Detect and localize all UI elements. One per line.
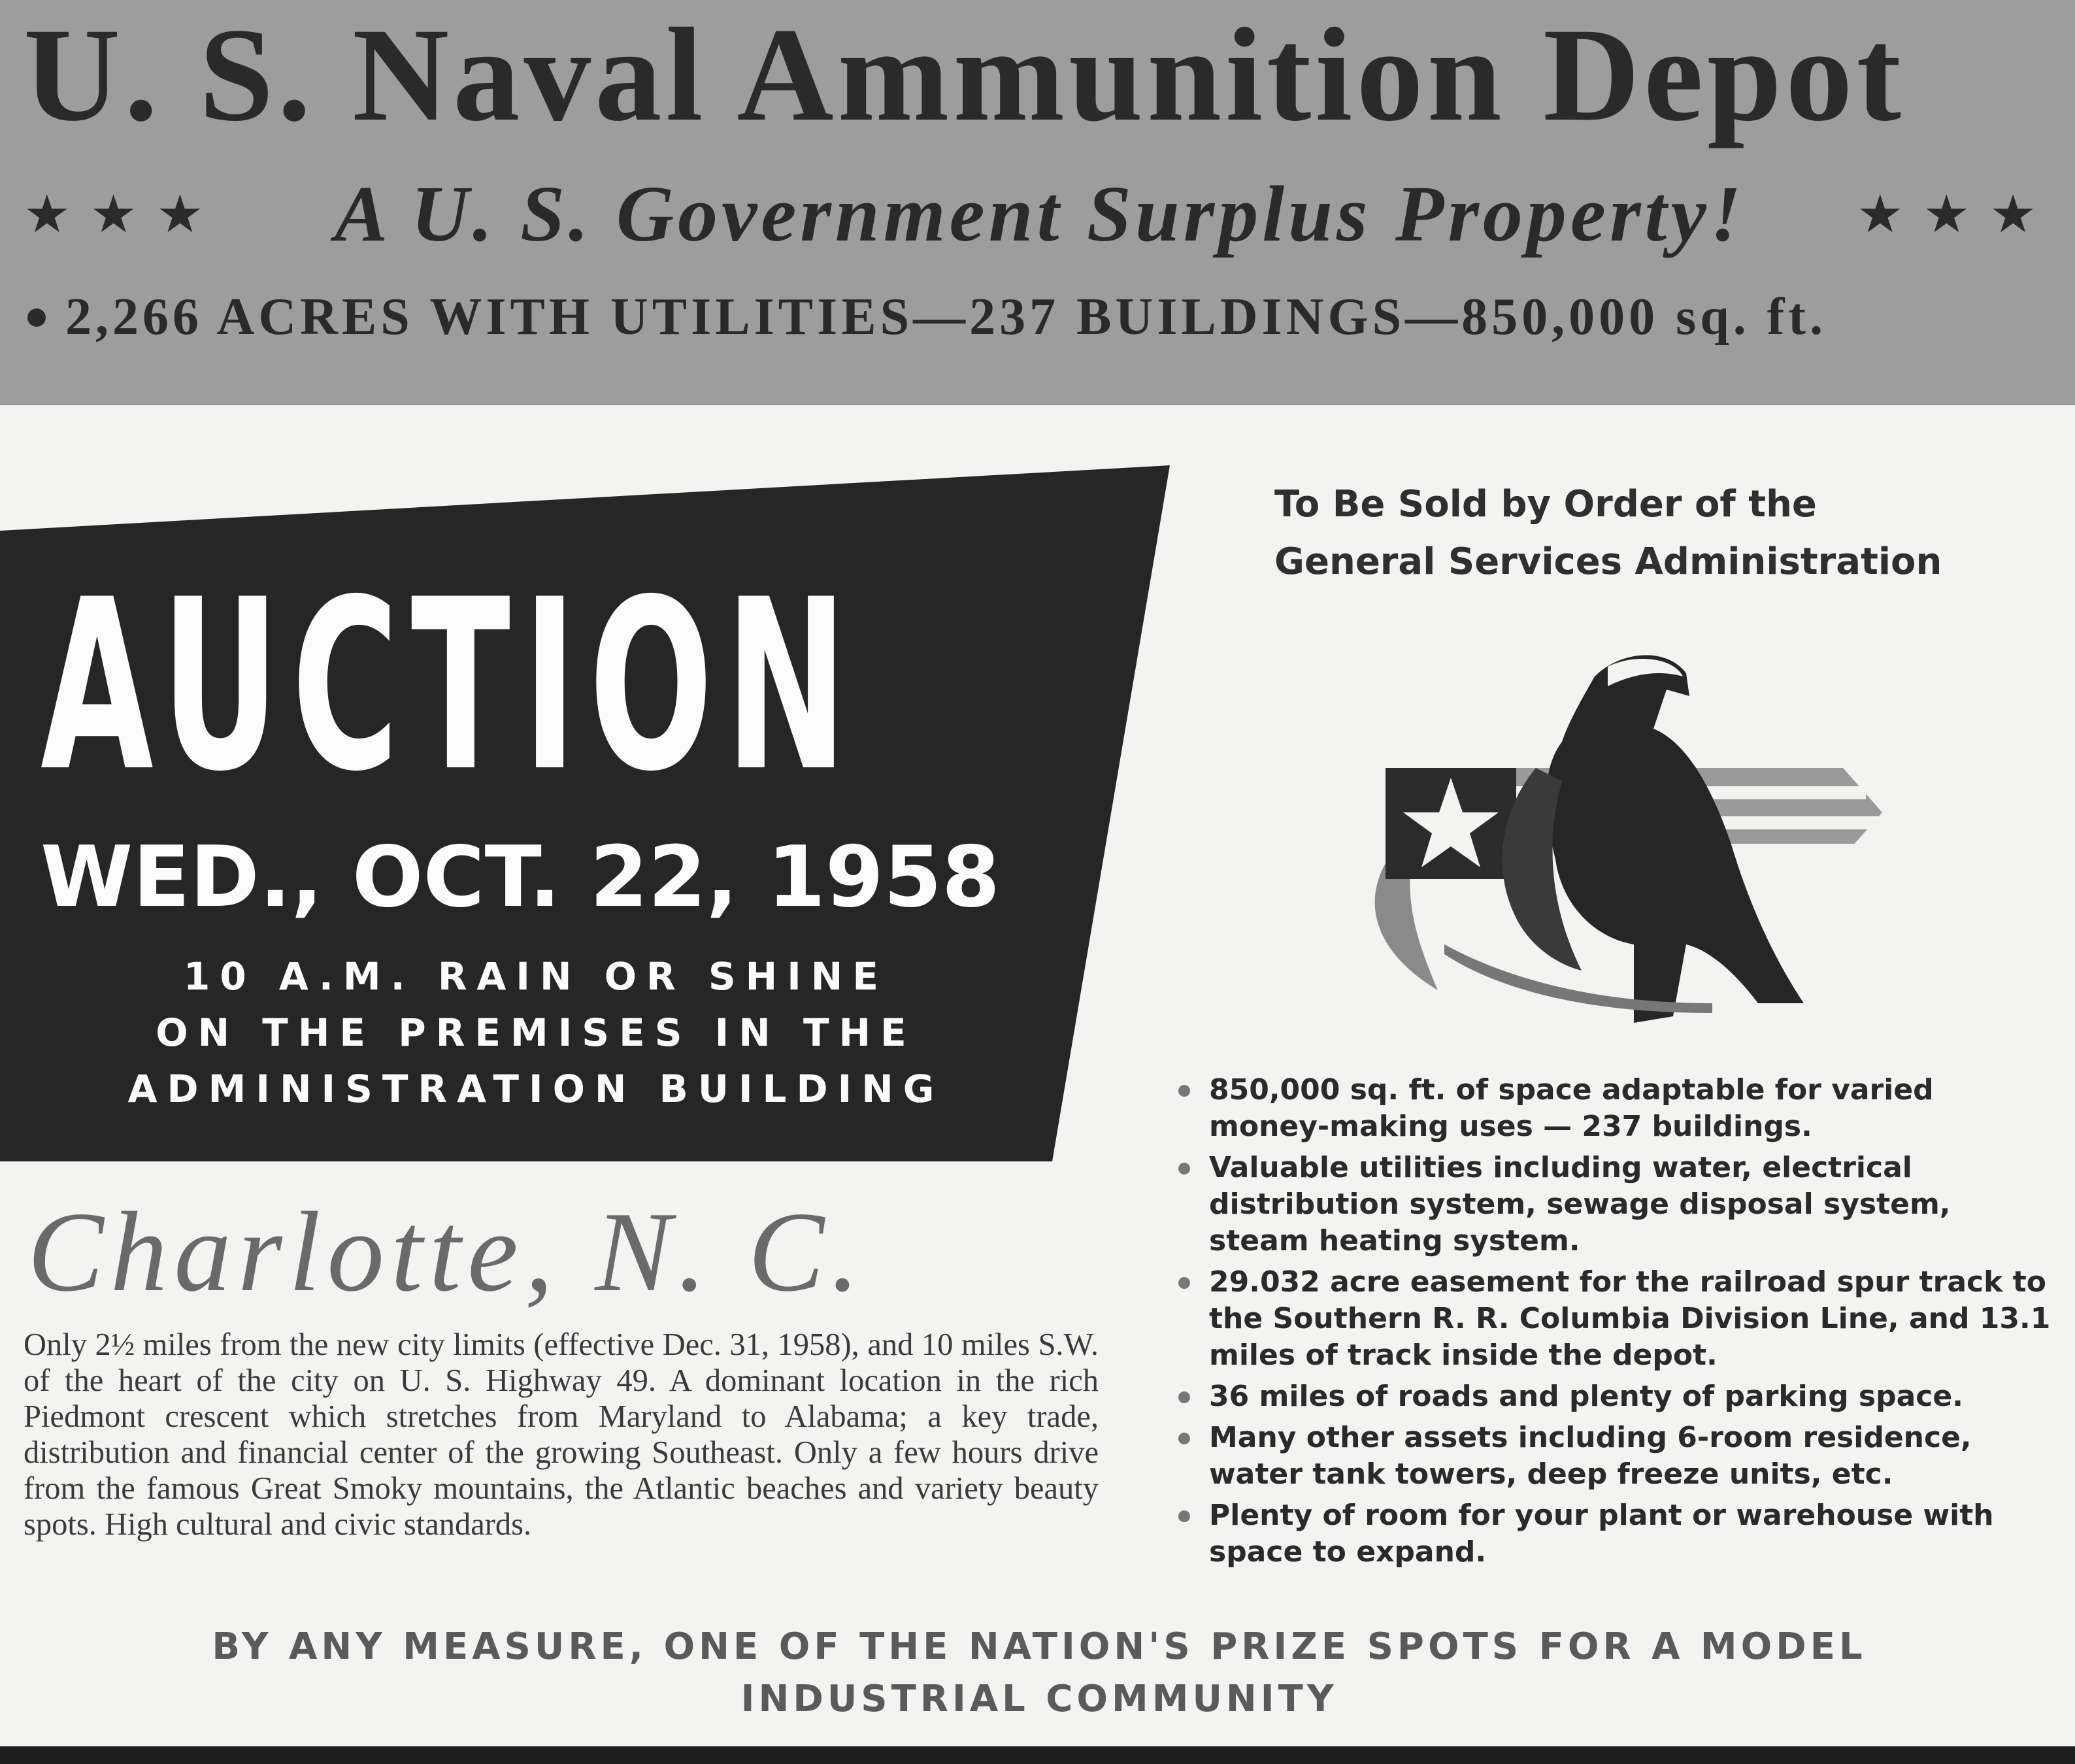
city-name: Charlotte, N. C.: [27, 1188, 867, 1315]
auction-time: 10 A.M. RAIN OR SHINE: [184, 954, 888, 999]
bullet-icon: [1178, 1391, 1190, 1403]
eagle-flag-emblem-icon: [1346, 637, 1908, 1029]
feature-text: Many other assets including 6-room residence, water tank towers, deep freeze units, etc.: [1209, 1421, 1972, 1491]
bullet-icon: [1178, 1085, 1190, 1097]
header-band: [0, 0, 2075, 405]
bullet-icon: [1178, 1163, 1190, 1174]
feature-text: 36 miles of roads and plenty of parking space.: [1209, 1380, 1963, 1413]
feature-text: Plenty of room for your plant or warehouse with space to expand.: [1209, 1499, 1994, 1569]
stars-right: ★★★: [1856, 186, 2056, 244]
auction-location-line2: ADMINISTRATION BUILDING: [127, 1067, 944, 1111]
feature-text: 29.032 acre easement for the railroad spur track to the Southern R. R. Columbia Division Line, and 13.1 miles of track inside the depot.: [1209, 1265, 2051, 1372]
bullet-icon: [1178, 1433, 1190, 1444]
feature-list: [1173, 1072, 2052, 1575]
property-stats-text: 2,266 ACRES WITH UTILITIES—237 BUILDINGS—850,000 sq. ft.: [65, 288, 1827, 346]
auction-location-line1: ON THE PREMISES IN THE: [156, 1010, 916, 1055]
list-item: [1173, 1420, 2052, 1493]
bullet-icon: [1178, 1277, 1190, 1289]
subtitle: A U. S. Government Surplus Property!: [334, 170, 1746, 258]
list-item: [1173, 1150, 2052, 1259]
feature-text: 850,000 sq. ft. of space adaptable for varied money-making uses — 237 buildings.: [1209, 1073, 1934, 1143]
subtitle-row: [24, 169, 2056, 260]
sale-authority-line2: General Services Administration: [1274, 541, 1942, 583]
bullet-icon: [1178, 1510, 1190, 1522]
page-title: U. S. Naval Ammunition Depot: [24, 1, 1905, 149]
closing-slogan: BY ANY MEASURE, ONE OF THE NATION'S PRIZE SPOTS FOR A MODEL INDUSTRIAL COMMUNITY: [212, 1625, 1867, 1720]
list-item: [1173, 1378, 2052, 1415]
list-item: [1173, 1497, 2052, 1571]
bullet-icon: [27, 308, 46, 327]
feature-text: Valuable utilities including water, electrical distribution system, sewage disposal system, steam heating system.: [1209, 1151, 1951, 1257]
city-description: Only 2½ miles from the new city limits (effective Dec. 31, 1958), and 10 miles S.W. of the heart of the city on U. S. Highway 49. A dominant location in the rich Piedmont crescent which stretches from Maryland to Alabama; a key trade, distribution and financial center of the growing Southeast. Only a few hours drive from the famous Great Smoky mountains, the Atlantic beaches and variety beauty spots. High cultural and civic standards.: [24, 1327, 1099, 1542]
property-stats: [27, 288, 2053, 347]
sale-authority: [1274, 476, 2026, 591]
list-item: [1173, 1264, 2052, 1374]
bottom-border: [0, 1746, 2075, 1764]
auction-date: WED., OCT. 22, 1958: [41, 829, 1001, 926]
list-item: [1173, 1072, 2052, 1145]
stars-left: ★★★: [24, 186, 224, 244]
sale-authority-line1: To Be Sold by Order of the: [1274, 483, 1817, 525]
auction-heading: AUCTION: [41, 549, 859, 823]
